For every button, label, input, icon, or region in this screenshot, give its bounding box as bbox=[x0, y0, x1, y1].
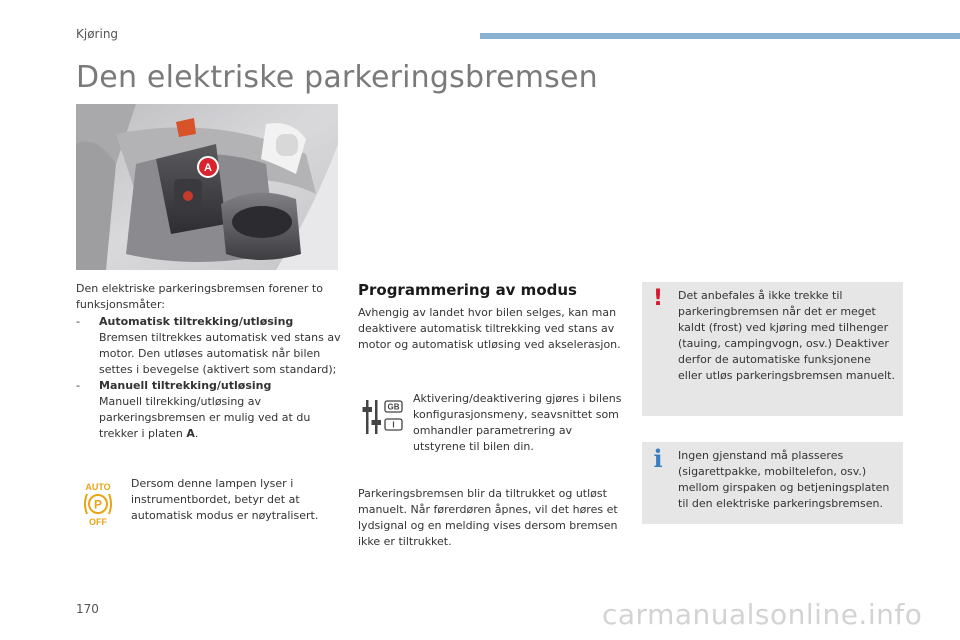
configuration-menu-text: Aktivering/deaktivering gjøres i bilens konfigurasjonsmeny, seavsnittet som omhandler parametrering av utstyrene til bilen din. bbox=[413, 392, 622, 453]
page-number: 170 bbox=[76, 602, 99, 616]
list-dash: - bbox=[76, 379, 80, 392]
warning-box bbox=[642, 282, 903, 416]
lamp-auto-text: AUTO bbox=[85, 482, 111, 492]
warning-text: Det anbefales å ikke trekke til parkeringbremsen når det er meget kaldt (frost) ved kjøring med tilhenger (tauing, campingvogn, osv.) Deaktiver derfor de automatiske funksjonene eller utløs parkeringsbremsen manuelt. bbox=[678, 289, 895, 382]
warning-icon: ! bbox=[652, 286, 664, 311]
info-text: Ingen gjenstand må plasseres (sigarettpakke, mobiltelefon, osv.) mellom girspaken og betjeningsplaten til den elektriske parkeringsbremsen. bbox=[678, 449, 890, 510]
config-icon-i: I bbox=[392, 420, 395, 430]
lamp-description: Dersom denne lampen lyser i instrumentbordet, betyr det at automatisk modus er nøytralisert. bbox=[131, 477, 319, 522]
list-item-body: Bremsen tiltrekkes automatisk ved stans av motor. Den utløses automatisk når bilen settes i bevegelse (aktivert som standard); bbox=[99, 331, 341, 376]
plate-reference: A bbox=[186, 427, 195, 440]
config-icon-gb: GB bbox=[387, 402, 400, 412]
list-item-automatic bbox=[76, 314, 341, 378]
console-illustration bbox=[76, 104, 338, 270]
list-item-body-text: Manuell tilrekking/utløsing av parkeringsbremsen er mulig ved at du trekker i platen bbox=[99, 395, 311, 440]
info-box bbox=[642, 442, 903, 524]
manual-mode-text: Parkeringsbremsen blir da tiltrukket og utløst manuelt. Når førerdøren åpnes, vil det høres et lydsignal og en melding vises dersom bremsen ikke er tiltrukket. bbox=[358, 487, 618, 548]
programming-intro-text: Avhengig av landet hvor bilen selges, kan man deaktivere automatisk tiltrekking ved stans av motor og automatisk utløsing ved akselerasjon. bbox=[358, 306, 621, 351]
section-label: Kjøring bbox=[76, 27, 119, 41]
list-item-manual bbox=[76, 378, 341, 442]
header-bar bbox=[480, 33, 960, 39]
auto-p-off-lamp-icon bbox=[80, 480, 116, 528]
lamp-off-text: OFF bbox=[89, 517, 107, 527]
configuration-menu-icon bbox=[360, 398, 404, 436]
list-dash: - bbox=[76, 315, 80, 328]
section-heading: Programmering av modus bbox=[358, 281, 577, 299]
info-icon: i bbox=[653, 444, 663, 473]
list-item-body bbox=[99, 394, 341, 442]
sentence-end: . bbox=[194, 427, 199, 440]
intro-text: Den elektriske parkeringsbremsen forener to funksjonsmåter: bbox=[76, 282, 323, 311]
callout-a-label: A bbox=[204, 162, 212, 174]
lamp-p-text: P bbox=[93, 497, 103, 512]
parking-brake-photo bbox=[76, 104, 338, 270]
list-item-title: Automatisk tiltrekking/utløsing bbox=[99, 315, 294, 328]
list-item-title: Manuell tiltrekking/utløsing bbox=[99, 379, 272, 392]
watermark: carmanualsonline.info bbox=[602, 598, 923, 631]
page-title: Den elektriske parkeringsbremsen bbox=[76, 60, 598, 95]
function-modes-text bbox=[76, 281, 341, 442]
